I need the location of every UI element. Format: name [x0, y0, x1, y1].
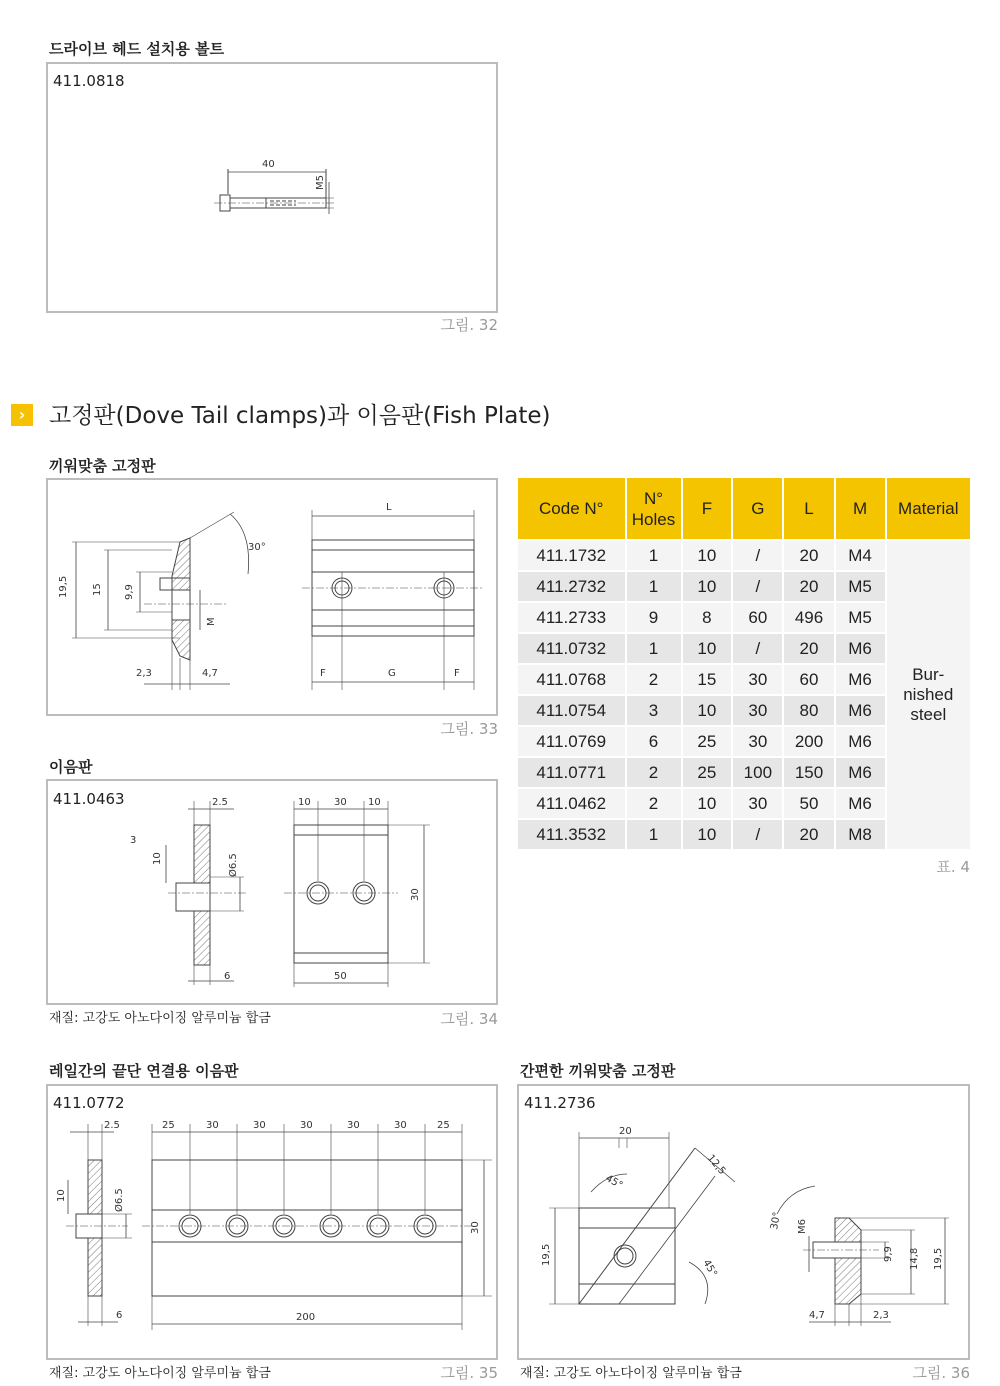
railend-code: 411.0772 [53, 1094, 125, 1112]
cell-holes: 3 [627, 696, 681, 725]
cell-holes: 1 [627, 820, 681, 849]
cell-code: 411.0462 [518, 789, 625, 818]
cell-m: M6 [836, 696, 885, 725]
railend-dim-seg-3: 30 [253, 1120, 266, 1131]
simple-dim-19-5b: 19,5 [933, 1247, 944, 1270]
fishplate-dim-top-30: 30 [334, 797, 347, 808]
cell-l: 20 [784, 820, 833, 849]
simple-dim-m6: M6 [797, 1219, 808, 1234]
simple-dim-20: 20 [619, 1126, 632, 1137]
dovetail-dim-4-7: 4,7 [202, 668, 218, 679]
cell-g: 30 [733, 665, 782, 694]
railend-dim-seg-5: 30 [347, 1120, 360, 1131]
simple-dim-19-5: 19,5 [541, 1243, 552, 1266]
cell-g: / [733, 572, 782, 601]
cell-g: 30 [733, 727, 782, 756]
simple-dim-45b: 45° [700, 1258, 719, 1279]
fishplate-dim-top-10a: 10 [298, 797, 311, 808]
material-line: steel [910, 705, 947, 724]
bolt-code: 411.0818 [53, 72, 125, 90]
dovetail-dim-15: 15 [92, 583, 103, 596]
fishplate-dim-width: 50 [334, 971, 347, 982]
cell-f: 8 [683, 603, 732, 632]
simple-dim-2-3: 2,3 [873, 1310, 889, 1321]
cell-code: 411.3532 [518, 820, 625, 849]
fishplate-dim-height: 30 [410, 888, 421, 901]
cell-g: 60 [733, 603, 782, 632]
col-m: M [836, 478, 885, 539]
col-material: Material [887, 478, 970, 539]
cell-l: 20 [784, 541, 833, 570]
cell-holes: 2 [627, 789, 681, 818]
fishplate-drawing [48, 781, 496, 1003]
cell-holes: 6 [627, 727, 681, 756]
cell-holes: 2 [627, 758, 681, 787]
cell-holes: 1 [627, 541, 681, 570]
simple-dim-45a: 45° [603, 1173, 625, 1192]
material-line: nished [903, 685, 954, 704]
cell-f: 15 [683, 665, 732, 694]
cell-m: M6 [836, 665, 885, 694]
bolt-drawing-frame [46, 62, 498, 313]
cell-g: 30 [733, 696, 782, 725]
cell-code: 411.0768 [518, 665, 625, 694]
cell-f: 10 [683, 789, 732, 818]
cell-f: 10 [683, 696, 732, 725]
cell-g: / [733, 634, 782, 663]
railend-drawing [48, 1086, 496, 1358]
cell-l: 496 [784, 603, 833, 632]
bolt-dim-thread: M5 [315, 175, 326, 190]
dovetail-dim-19-5: 19,5 [58, 575, 69, 598]
fishplate-dim-2-5: 2.5 [212, 797, 228, 808]
table-row [518, 541, 970, 570]
dovetail-dim-m: M [206, 617, 217, 626]
dovetail-heading: 끼워맞춤 고정판 [49, 457, 156, 475]
cell-f: 25 [683, 727, 732, 756]
railend-dim-dia: Ø6.5 [114, 1188, 125, 1212]
cell-f: 10 [683, 541, 732, 570]
cell-holes: 9 [627, 603, 681, 632]
simple-dim-4-7: 4,7 [809, 1310, 825, 1321]
cell-g: / [733, 541, 782, 570]
railend-dim-seg-4: 30 [300, 1120, 313, 1131]
bolt-drawing [48, 64, 496, 311]
cell-holes: 2 [627, 665, 681, 694]
cell-code: 411.2733 [518, 603, 625, 632]
spec-table-wrapper [516, 476, 972, 851]
cell-f: 10 [683, 572, 732, 601]
cell-g: / [733, 820, 782, 849]
fishplate-material-note: 재질: 고강도 아노다이징 알루미늄 합금 [49, 1011, 271, 1026]
cell-f: 25 [683, 758, 732, 787]
bolt-dim-length: 40 [262, 159, 275, 170]
cell-l: 20 [784, 572, 833, 601]
fishplate-dim-6: 6 [224, 971, 231, 982]
cell-g: 30 [733, 789, 782, 818]
section-chevron-icon: › [11, 404, 33, 426]
cell-code: 411.1732 [518, 541, 625, 570]
cell-m: M5 [836, 572, 885, 601]
dovetail-dim-f-right: F [454, 668, 460, 679]
col-holes [627, 478, 681, 539]
col-holes-label: N° Holes [631, 488, 676, 529]
col-f: F [683, 478, 732, 539]
simple-dim-30deg: 30° [769, 1211, 784, 1231]
cell-m: M4 [836, 541, 885, 570]
cell-m: M6 [836, 634, 885, 663]
railend-dim-seg-1: 25 [162, 1120, 175, 1131]
material-line: Bur- [912, 665, 945, 684]
simple-dim-12-5: 12,5 [704, 1152, 728, 1177]
railend-drawing-frame [46, 1084, 498, 1360]
railend-material-note: 재질: 고강도 아노다이징 알루미늄 합금 [49, 1366, 271, 1381]
railend-dim-10: 10 [56, 1189, 67, 1202]
cell-l: 200 [784, 727, 833, 756]
cell-g: 100 [733, 758, 782, 787]
cell-m: M6 [836, 789, 885, 818]
dovetail-dim-9-9: 9,9 [124, 584, 135, 600]
railend-dim-seg-6: 30 [394, 1120, 407, 1131]
cell-l: 80 [784, 696, 833, 725]
dovetail-dim-l: L [386, 502, 392, 513]
fishplate-drawing-frame [46, 779, 498, 1005]
simple-dim-14-8: 14,8 [909, 1247, 920, 1270]
dovetail-drawing [48, 480, 496, 714]
spec-table [516, 476, 972, 851]
simple-code: 411.2736 [524, 1094, 596, 1112]
section-title: 고정판(Dove Tail clamps)과 이음판(Fish Plate) [49, 403, 551, 429]
railend-dim-seg-2: 30 [206, 1120, 219, 1131]
cell-code: 411.0771 [518, 758, 625, 787]
figure-33-label: 그림. 33 [440, 720, 498, 738]
cell-l: 20 [784, 634, 833, 663]
dovetail-dim-2-3: 2,3 [136, 668, 152, 679]
cell-code: 411.0732 [518, 634, 625, 663]
cell-holes: 1 [627, 572, 681, 601]
figure-36-label: 그림. 36 [912, 1364, 970, 1382]
cell-code: 411.0769 [518, 727, 625, 756]
dovetail-drawing-frame [46, 478, 498, 716]
railend-dim-width: 200 [296, 1312, 316, 1323]
cell-l: 60 [784, 665, 833, 694]
cell-m: M6 [836, 758, 885, 787]
cell-l: 150 [784, 758, 833, 787]
col-code: Code N° [518, 478, 625, 539]
fishplate-dim-10: 10 [152, 852, 163, 865]
fishplate-dim-3: 3 [130, 835, 137, 846]
dovetail-dim-30deg: 30° [248, 542, 266, 553]
fishplate-dim-top-10b: 10 [368, 797, 381, 808]
fishplate-dim-dia: Ø6.5 [228, 853, 239, 877]
fishplate-code: 411.0463 [53, 790, 125, 808]
simple-drawing [519, 1086, 968, 1358]
simple-material-note: 재질: 고강도 아노다이징 알루미늄 합금 [520, 1366, 742, 1381]
figure-35-label: 그림. 35 [440, 1364, 498, 1382]
dovetail-dim-g: G [388, 668, 396, 679]
simple-dim-9-9: 9,9 [883, 1246, 894, 1262]
cell-holes: 1 [627, 634, 681, 663]
cell-f: 10 [683, 634, 732, 663]
fishplate-heading: 이음판 [49, 758, 93, 776]
cell-l: 50 [784, 789, 833, 818]
simple-heading: 간편한 끼워맞춤 고정판 [520, 1062, 676, 1080]
railend-dim-2-5: 2.5 [104, 1120, 120, 1131]
railend-heading: 레일간의 끝단 연결용 이음판 [49, 1062, 239, 1080]
figure-34-label: 그림. 34 [440, 1010, 498, 1028]
cell-code: 411.0754 [518, 696, 625, 725]
table-4-label: 표. 4 [936, 858, 970, 876]
cell-m: M8 [836, 820, 885, 849]
cell-f: 10 [683, 820, 732, 849]
simple-drawing-frame [517, 1084, 970, 1360]
col-l: L [784, 478, 833, 539]
spec-table-header [518, 478, 970, 539]
railend-dim-6: 6 [116, 1310, 123, 1321]
cell-m: M6 [836, 727, 885, 756]
col-g: G [733, 478, 782, 539]
figure-32-label: 그림. 32 [440, 316, 498, 334]
cell-material [887, 541, 970, 849]
railend-dim-height: 30 [470, 1221, 481, 1234]
bolt-heading: 드라이브 헤드 설치용 볼트 [49, 40, 225, 58]
dovetail-dim-f-left: F [320, 668, 326, 679]
cell-code: 411.2732 [518, 572, 625, 601]
cell-m: M5 [836, 603, 885, 632]
railend-dim-seg-7: 25 [437, 1120, 450, 1131]
